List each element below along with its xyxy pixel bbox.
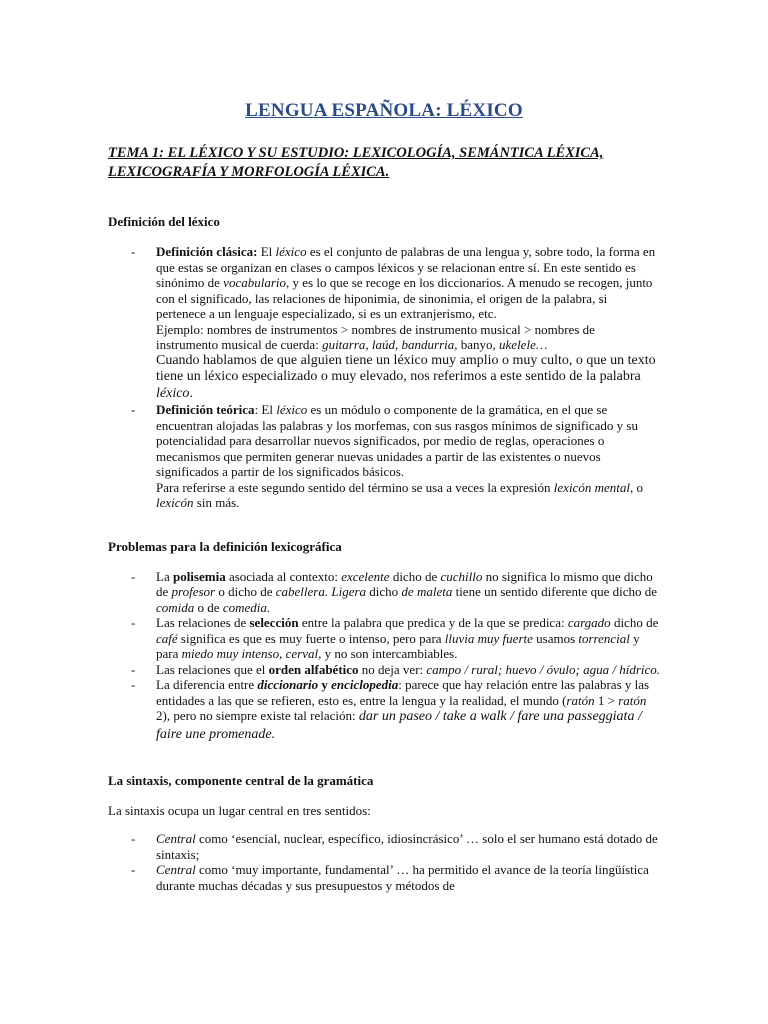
text-run: El bbox=[257, 244, 276, 259]
text-run: dicho de bbox=[389, 568, 441, 584]
text-run: café bbox=[156, 630, 178, 646]
list-item-definicion-teorica bbox=[108, 402, 660, 511]
text-run: . bbox=[189, 385, 193, 401]
document-title: LENGUA ESPAÑOLA: LÉXICO bbox=[245, 100, 523, 121]
text-run: , y no son intercambiables. bbox=[318, 646, 458, 661]
list-item-orden-alfabetico bbox=[108, 662, 660, 678]
text-run: tiene un sentido diferente que dicho de bbox=[452, 584, 658, 599]
list-item-polisemia bbox=[108, 569, 660, 616]
text-run: Central bbox=[156, 831, 196, 846]
text-run: y para bbox=[156, 630, 640, 661]
text-run: o dicho de bbox=[215, 584, 276, 599]
text-run: La bbox=[156, 568, 173, 584]
term-label: enciclopedia bbox=[331, 677, 399, 692]
text-run: ukelele… bbox=[499, 337, 548, 352]
text-run: léxico bbox=[276, 402, 308, 417]
term-label: selección bbox=[249, 615, 299, 630]
text-run: sin más. bbox=[193, 495, 240, 510]
text-run: o bbox=[633, 479, 643, 495]
tema-heading-line-2: LEXICOGRAFÍA Y MORFOLOGÍA LÉXICA. bbox=[108, 164, 390, 180]
text-run: miedo muy intenso, cerval bbox=[181, 646, 319, 661]
term-label: polisemia bbox=[172, 568, 226, 584]
text-run: 1 > bbox=[594, 692, 619, 708]
text-run: léxico bbox=[156, 385, 190, 401]
sintaxis-list bbox=[108, 831, 660, 893]
list-item-seleccion bbox=[108, 615, 660, 662]
text-run: lexicón bbox=[156, 495, 194, 510]
text-run: dar un paseo / take a walk / fare una passeggiata / faire une promenade. bbox=[156, 709, 642, 742]
text-run: Central bbox=[156, 862, 196, 877]
text-run: o de bbox=[194, 599, 223, 615]
text-run: no significa lo mismo que dicho de bbox=[156, 568, 653, 599]
text-run: Para referirse a este segundo sentido del término se usa a veces la expresión bbox=[156, 479, 554, 495]
section-intro: La sintaxis ocupa un lugar central en tres sentidos: bbox=[108, 803, 371, 818]
text-run: entre la palabra que predica y de la que se predica: bbox=[298, 615, 568, 630]
text-run: ratón bbox=[618, 692, 647, 708]
paragraph bbox=[156, 402, 660, 480]
text-run: es un módulo o componente de la gramática, en el que se encuentran alojadas las palabras y los morfemas, con sus rasgos mínimos de significado y su potencialidad para desarrollar nuevos significados, por medio de reglas, operaciones o mecanismos que permiten generar nuevas unidades a partir de las existentes o nuevos significados a partir de los significados básicos. bbox=[156, 402, 638, 479]
text-run: no deja ver: bbox=[358, 661, 427, 677]
term-label: orden alfabético bbox=[268, 661, 359, 677]
example-paragraph bbox=[156, 322, 660, 353]
text-run: excelente bbox=[341, 568, 390, 584]
text-run: banyo, bbox=[457, 337, 500, 352]
section-heading-problemas: Problemas para la definición lexicográfica bbox=[108, 538, 342, 554]
list-item-central-esencial bbox=[108, 831, 660, 862]
list-item-definicion-clasica bbox=[108, 244, 660, 402]
text-run: y bbox=[318, 677, 332, 692]
text-run: cabellera. Ligera bbox=[275, 584, 367, 599]
definicion-list bbox=[108, 244, 660, 511]
tema-heading-line-1: TEMA 1: EL LÉXICO Y SU ESTUDIO: LEXICOLOGÍA, SEMÁNTICA LÉXICA, bbox=[108, 145, 604, 161]
text-run: comida bbox=[156, 599, 195, 615]
text-run: léxico bbox=[275, 244, 307, 259]
term-label: Definición teórica bbox=[156, 402, 255, 417]
list-item-diccionario-enciclopedia bbox=[108, 677, 660, 743]
tema-heading bbox=[108, 144, 660, 182]
text-run: dicho bbox=[366, 584, 402, 599]
text-run: lexicón mental, bbox=[553, 479, 634, 495]
section-heading-sintaxis: La sintaxis, componente central de la gramática bbox=[108, 773, 374, 788]
text-run: usamos bbox=[532, 630, 579, 646]
problemas-list bbox=[108, 569, 660, 744]
text-run: vocabulario bbox=[223, 275, 286, 290]
list-item-central-importante bbox=[108, 862, 660, 893]
text-run: cargado bbox=[567, 615, 611, 630]
text-run: Las relaciones de bbox=[156, 615, 250, 630]
paragraph bbox=[156, 480, 660, 511]
text-run: 2), pero no siempre existe tal relación: bbox=[156, 708, 359, 723]
text-run: Cuando hablamos de que alguien tiene un léxico muy amplio o muy culto, o que un texto tiene un léxico especializado o muy elevado, nos referimos a este sentido de la palabra bbox=[156, 352, 656, 384]
text-run: como ‘esencial, nuclear, específico, idiosincrásico’ … solo el ser humano está dotado de sintaxis; bbox=[156, 831, 658, 862]
text-run: asociada al contexto: bbox=[225, 568, 342, 584]
text-run: ratón bbox=[566, 692, 595, 708]
paragraph bbox=[156, 353, 660, 403]
text-run: campo / rural; huevo / óvulo; agua / hídrico. bbox=[426, 661, 661, 677]
text-run: , y es lo que se recoge en los diccionarios. A menudo se recogen, junto con el significado, las relaciones de hiponimia, de sinonimia, el origen de la palabra, si pertenece a un lenguaje especializado, si es un extranjerismo, etc. bbox=[156, 275, 653, 321]
text-run: cuchillo bbox=[440, 568, 483, 584]
text-run: como ‘muy importante, fundamental’ … ha permitido el avance de la teoría lingüística durante muchas décadas y sus presupuestos y métodos de bbox=[156, 862, 649, 893]
paragraph bbox=[156, 244, 660, 322]
text-run: dicho de bbox=[610, 615, 659, 630]
text-run: de maleta bbox=[401, 584, 453, 599]
term-label: Definición clásica: bbox=[156, 244, 258, 259]
text-run: guitarra, laúd, bandurria, bbox=[322, 337, 458, 352]
section-heading-definicion: Definición del léxico bbox=[108, 214, 220, 229]
text-run: : El bbox=[254, 402, 277, 417]
text-run: Las relaciones que el bbox=[156, 661, 269, 677]
text-run: significa es que es muy fuerte o intenso, pero para bbox=[177, 630, 445, 646]
text-run: comedia. bbox=[222, 599, 271, 615]
text-run: es el conjunto de palabras de una lengua y, sobre todo, la forma en que estas se organizan en clases o campos léxicos y se relacionan entre sí. En este sentido es sinónimo de bbox=[156, 244, 656, 290]
text-run: lluvia muy fuerte bbox=[444, 630, 533, 646]
text-run: profesor bbox=[171, 584, 216, 599]
text-run: : parece que hay relación entre las palabras y las entidades a las que se refieren, esto es, entre la lengua y la realidad, el mundo ( bbox=[156, 677, 650, 708]
text-run: torrencial bbox=[578, 630, 630, 646]
text-run: La diferencia entre bbox=[156, 677, 258, 692]
text-run: Ejemplo: nombres de instrumentos > nombres de instrumento musical > nombres de instrumento musical de cuerda: bbox=[156, 321, 595, 352]
term-label: diccionario bbox=[257, 677, 319, 692]
